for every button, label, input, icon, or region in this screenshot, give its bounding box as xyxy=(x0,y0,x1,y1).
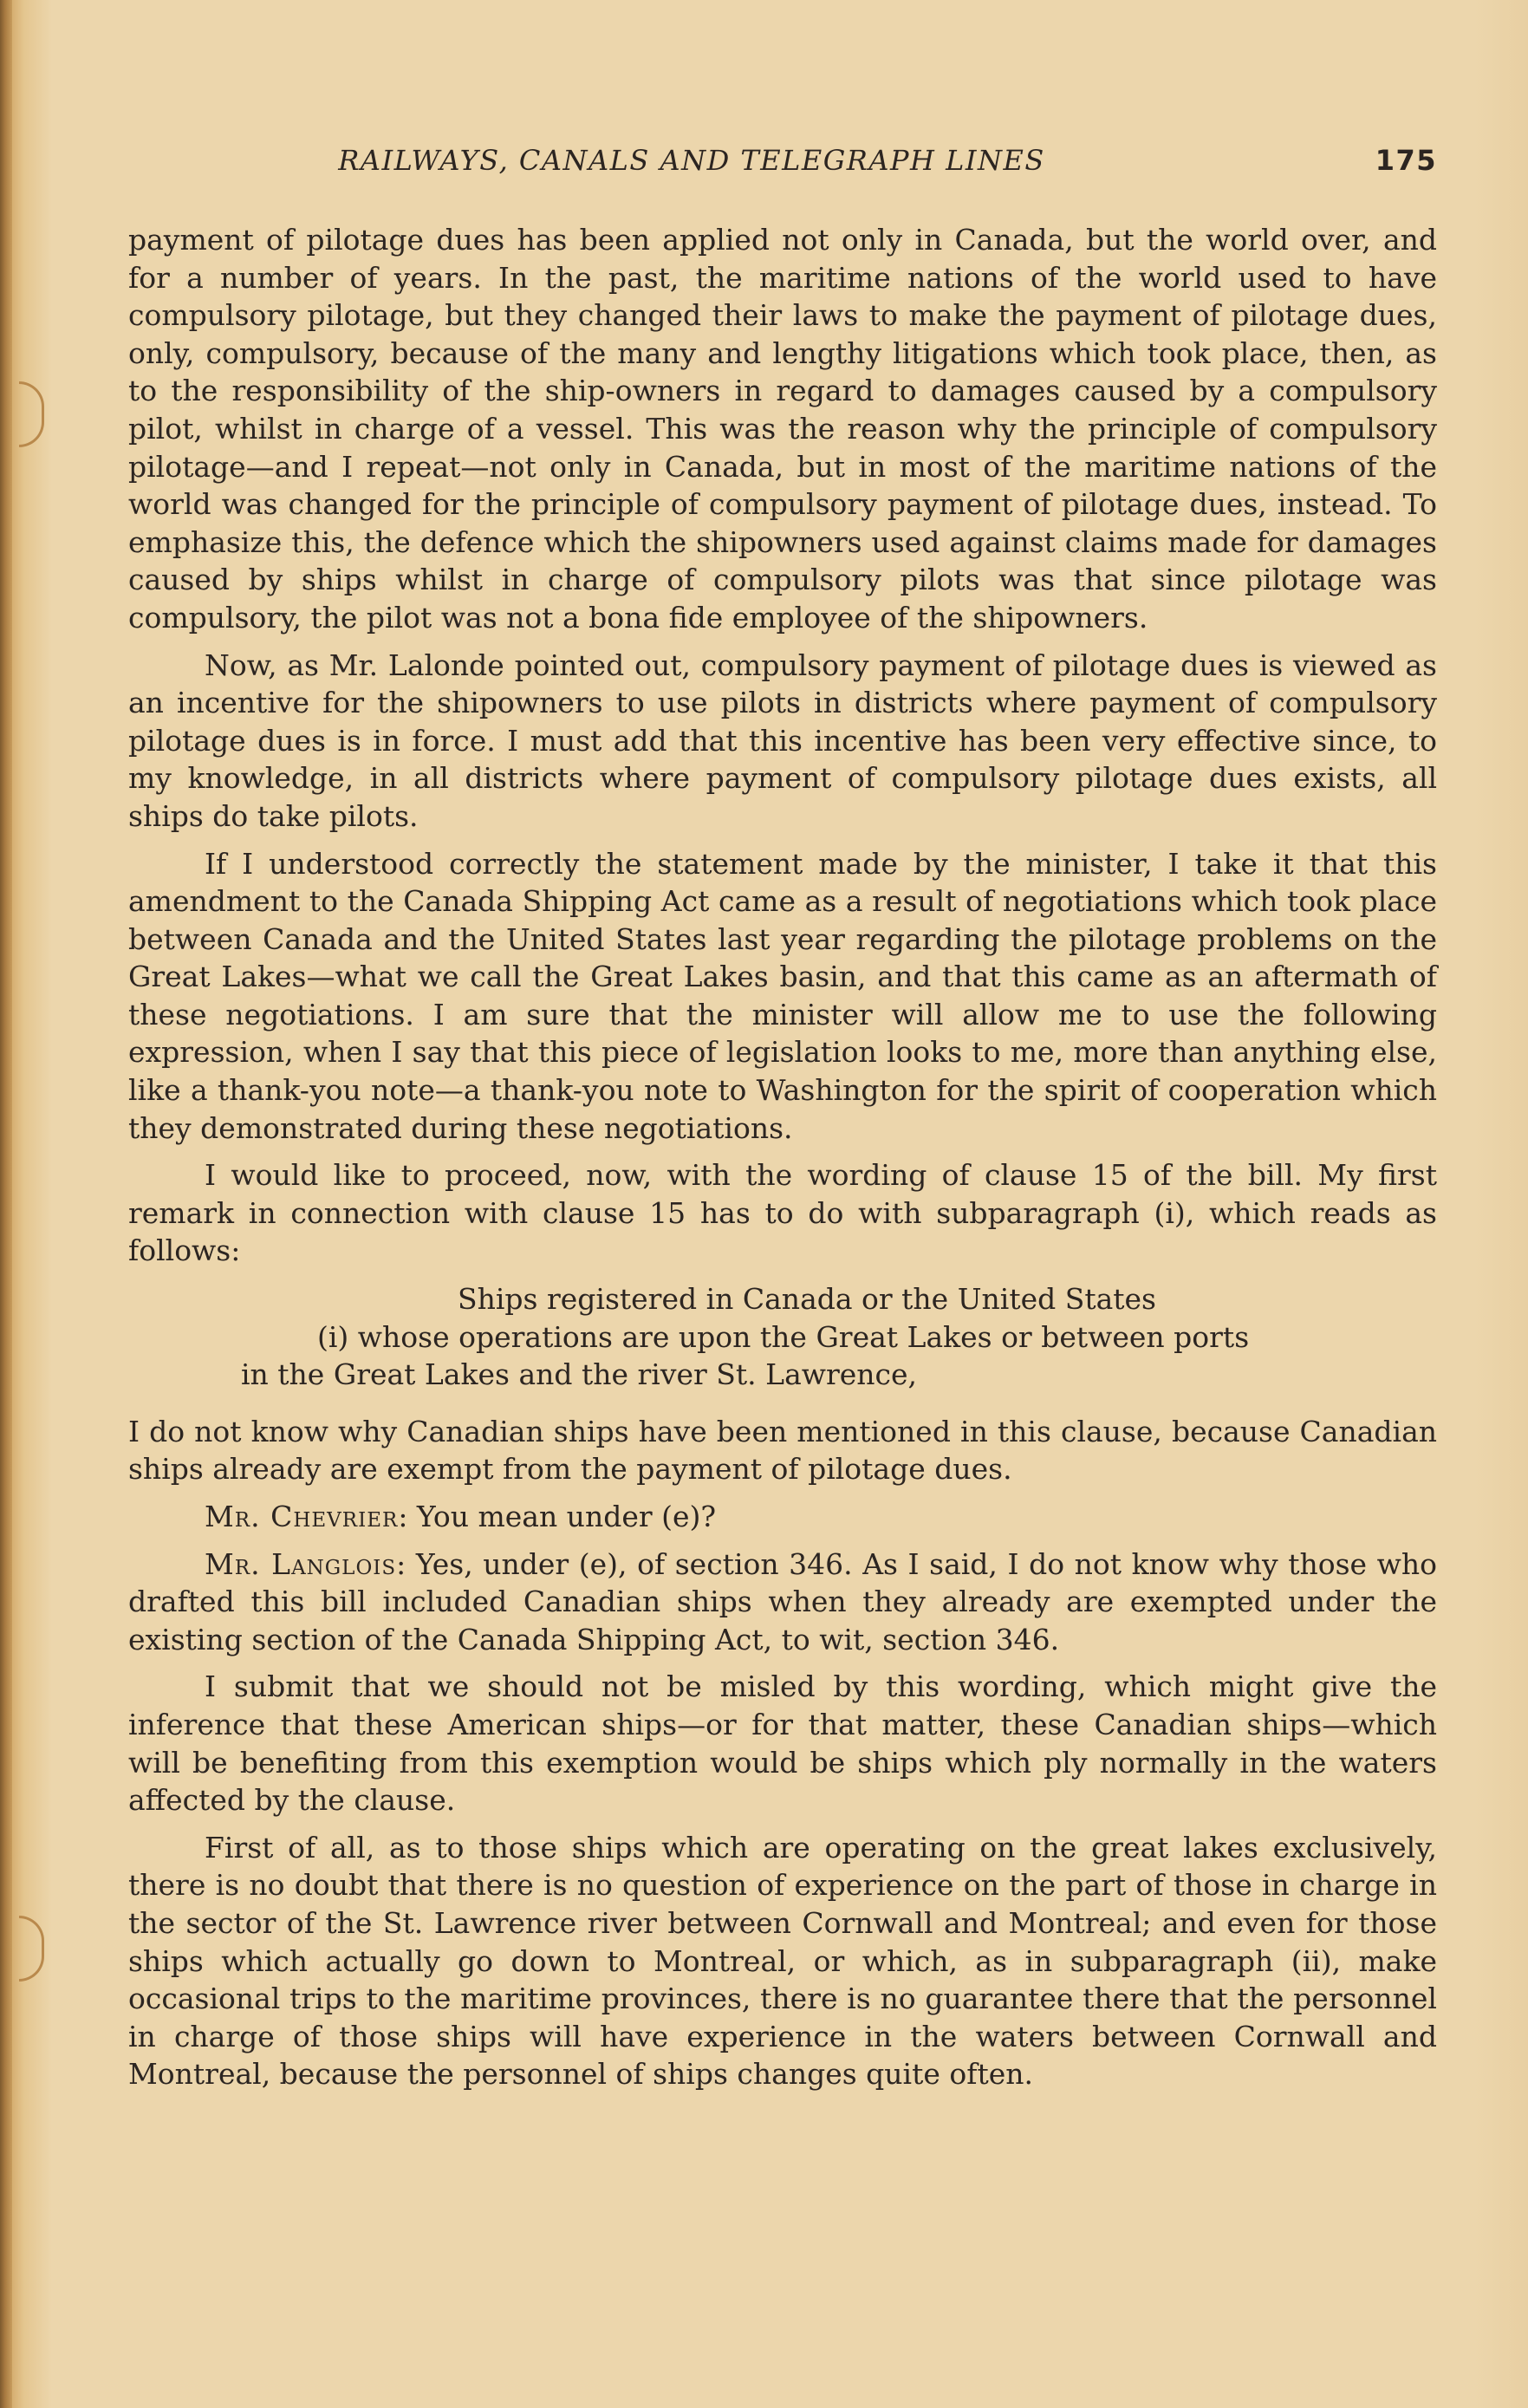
binding-edge xyxy=(0,0,12,2408)
paragraph-4: I would like to proceed, now, with the wording of clause 15 of the bill. My first remark in connection with clause 15 has to do with subparagraph (i), which reads as follows: xyxy=(128,1158,1437,1268)
paragraph-8: I submit that we should not be misled by this wording, which might give the inference that these American ships—or for that matter, these Canadian ships—which will be benefiting from this exemption would be ships which ply normally in the waters affected by the clause. xyxy=(128,1669,1437,1818)
paragraph-7 xyxy=(128,1546,1437,1659)
page-header xyxy=(128,144,1437,187)
punch-hole-bottom xyxy=(19,1916,44,1982)
page-number: 175 xyxy=(1375,144,1437,177)
paragraph-2: Now, as Mr. Lalonde pointed out, compulsory payment of pilotage dues is viewed as an incentive for the shipowners to use pilots in districts where payment of compulsory pilotage dues is in force. I must add that this incentive has been very effective since, to my knowledge, in all districts where payment of compulsory pilotage dues exists, all ships do take pilots. xyxy=(128,648,1437,833)
paragraph-7-text: : Yes, under (e), of section 346. As I said, I do not know why those who drafted this bill included Canadian ships when they already are exempted under the existing section of the Canada Shipping Act, to wit, section 346. xyxy=(128,1546,1437,1656)
quoted-clause xyxy=(128,1280,1437,1394)
paragraph-5: I do not know why Canadian ships have been mentioned in this clause, because Canadian ships already are exempt from the payment of pilotage dues. xyxy=(128,1414,1437,1487)
body-text xyxy=(128,221,1437,2093)
quote-line-2: (i) whose operations are upon the Great Lakes or between ports xyxy=(317,1319,1250,1354)
paragraph-6-text: : You mean under (e)? xyxy=(398,1500,717,1533)
running-head: RAILWAYS, CANALS AND TELEGRAPH LINES xyxy=(338,144,1045,177)
quote-line-1: Ships registered in Canada or the United States xyxy=(458,1282,1156,1317)
paragraph-9: First of all, as to those ships which are operating on the great lakes exclusively, there is no doubt that there is no question of experience on the part of those in charge in the sector of the St. Lawrence river between Cornwall and Montreal; and even for those ships which actually go down to Montreal, or which, as in subparagraph (ii), make occasional trips to the maritime provinces, there is no guarantee there that the personnel in charge of those ships will have experience in the waters between Cornwall and Montreal, because the personnel of ships changes quite often. xyxy=(128,1830,1437,2092)
paragraph-3: If I understood correctly the statement made by the minister, I take it that this amendment to the Canada Shipping Act came as a result of negotiations which took place between Canada and the United States last year regarding the pilotage problems on the Great Lakes—what we call the Great Lakes basin, and that this came as an aftermath of these negotiations. I am sure that the minister will allow me to use the following expression, when I say that this piece of legislation looks to me, more than anything else, like a thank-you note—a thank-you note to Washington for the spirit of cooperation which they demonstrated during these negotiations. xyxy=(128,846,1437,1145)
quote-line-3: in the Great Lakes and the river St. Lawrence, xyxy=(241,1357,918,1392)
paragraph-6 xyxy=(128,1498,1437,1536)
speaker-langlois: Mr. Langlois xyxy=(205,1546,397,1581)
paragraph-1: payment of pilotage dues has been applied not only in Canada, but the world over, and for a number of years. In the past, the maritime nations of the world used to have compulsory pilotage, but they changed their laws to make the payment of pilotage dues, only, compulsory, because of the many and lengthy litigations which took place, then, as to the responsibility of the ship-owners in regard to damages caused by a compulsory pilot, whilst in charge of a vessel. This was the reason why the principle of compulsory pilotage—and I repeat—not only in Canada, but in most of the maritime nations of the world was changed for the principle of compulsory payment of pilotage dues, instead. To emphasize this, the defence which the shipowners used against claims made for damages caused by ships whilst in charge of compulsory pilots was that since pilotage was compulsory, the pilot was not a bona fide employee of the shipowners. xyxy=(128,223,1437,635)
punch-hole-top xyxy=(19,381,44,447)
speaker-chevrier: Mr. Chevrier xyxy=(205,1500,399,1533)
